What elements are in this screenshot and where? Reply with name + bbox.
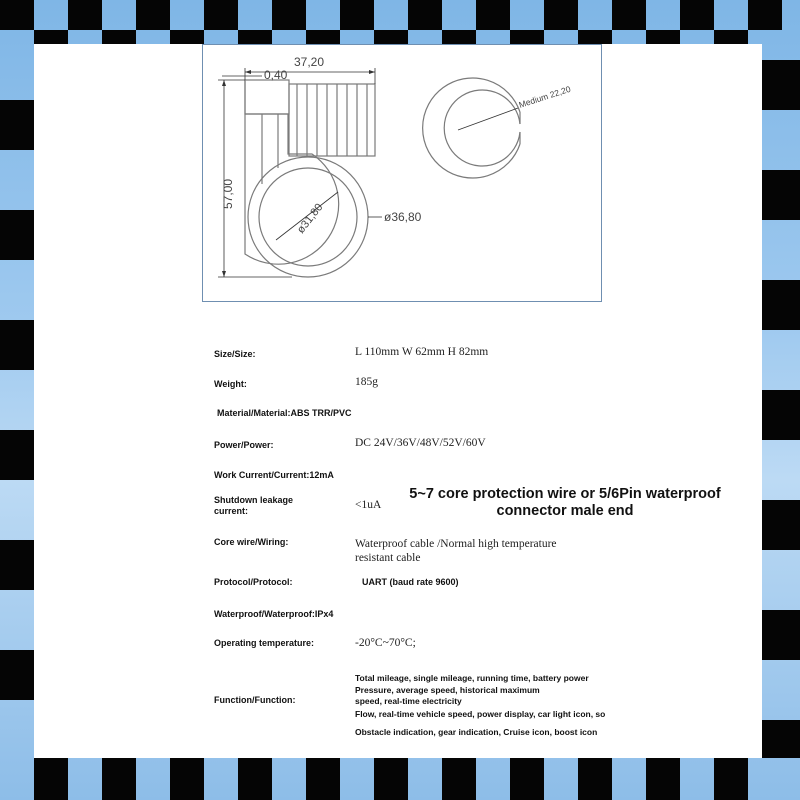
spec-function-line: Pressure, average speed, historical maximum (355, 685, 540, 695)
connector-heading-line1: 5~7 core protection wire or 5/6Pin waterproof (409, 486, 721, 502)
technical-drawing (202, 44, 602, 302)
spec-protocol-label: Protocol/Protocol: (214, 577, 293, 587)
spec-core-wire-value-1: Waterproof cable /Normal high temperature (355, 538, 557, 550)
dim-outer-diameter: ø36,80 (384, 210, 422, 224)
spec-temperature-value: -20°C~70°C; (355, 637, 416, 649)
spec-function-line: Flow, real-time vehicle speed, power display, car light icon, so (355, 709, 606, 719)
spec-weight-value: 185g (355, 376, 378, 388)
spec-shutdown-label-2: current: (214, 506, 249, 516)
spec-function-line: speed, real-time electricity (355, 696, 462, 706)
spec-waterproof-label: Waterproof/Waterproof:IPx4 (214, 609, 334, 619)
dim-height: 57,00 (221, 178, 235, 209)
dim-inner-diameter: ø31,80 (294, 201, 326, 236)
spec-core-wire-value-2: resistant cable (355, 552, 421, 564)
spec-work-current-label: Work Current/Current:12mA (214, 470, 334, 480)
spec-temperature-label: Operating temperature: (214, 638, 315, 648)
spec-shutdown-label-1: Shutdown leakage (214, 495, 294, 505)
spec-size-label: Size/Size: (214, 349, 256, 359)
spec-function-line: Total mileage, single mileage, running time, battery power (355, 673, 589, 683)
spec-core-wire-label: Core wire/Wiring: (214, 537, 289, 547)
connector-heading (380, 486, 750, 520)
spec-shutdown-value: <1uA (355, 499, 382, 511)
dim-medium: Medium 22,20 (517, 83, 572, 110)
spec-power-value: DC 24V/36V/48V/52V/60V (355, 437, 486, 449)
spec-power-label: Power/Power: (214, 440, 274, 450)
spec-function-label: Function/Function: (214, 695, 296, 705)
spec-weight-label: Weight: (214, 379, 247, 389)
spec-protocol-value: UART (baud rate 9600) (362, 577, 459, 587)
dim-width: 37,20 (294, 55, 325, 69)
dim-offset: 0,40 (264, 68, 288, 82)
spec-size-value: L 110mm W 62mm H 82mm (355, 346, 489, 358)
connector-heading-line2: connector male end (496, 503, 634, 519)
spec-material-label: Material/Material:ABS TRR/PVC (217, 408, 352, 418)
spec-function-line: Obstacle indication, gear indication, Cruise icon, boost icon (355, 727, 598, 737)
